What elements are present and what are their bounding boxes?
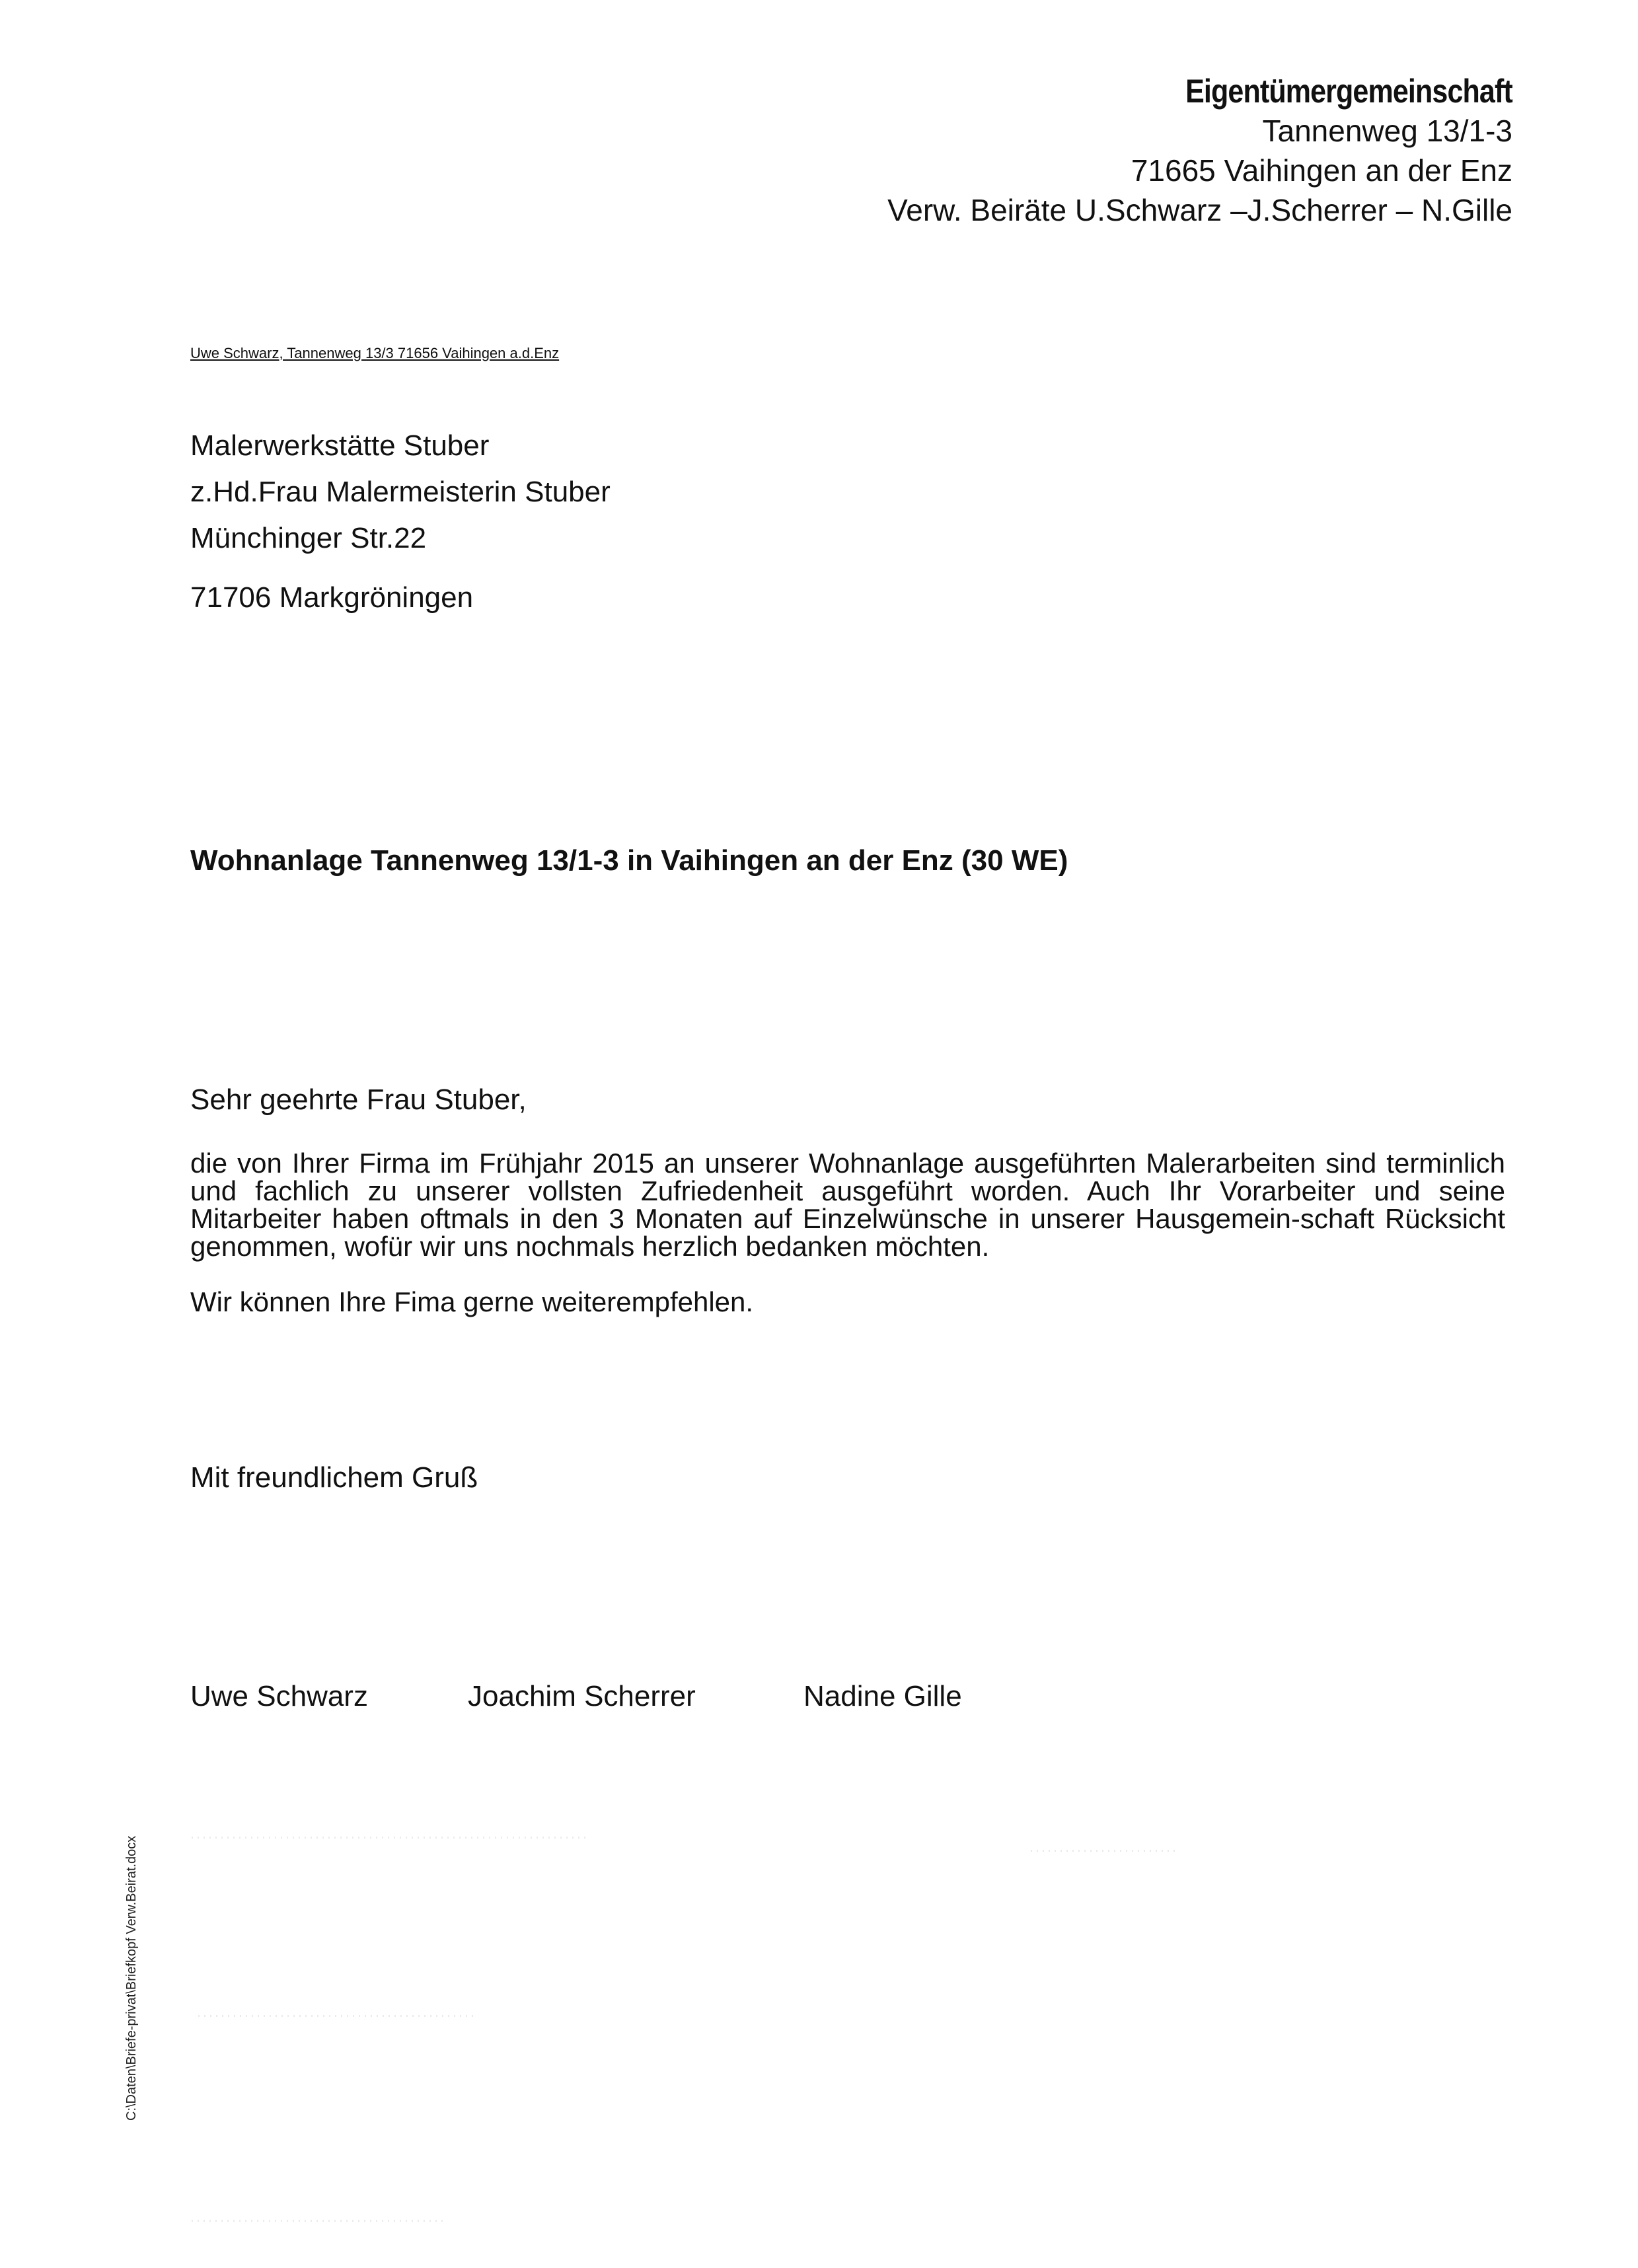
letterhead-organization: Eigentümergemeinschaft xyxy=(1185,73,1512,110)
scan-speckle xyxy=(192,1837,588,1839)
scan-speckle xyxy=(1031,1850,1176,1852)
letterhead-street: Tannenweg 13/1-3 xyxy=(1262,114,1512,148)
sender-line: Uwe Schwarz, Tannenweg 13/3 71656 Vaihingen a.d.Enz xyxy=(190,345,560,361)
salutation: Sehr geehrte Frau Stuber, xyxy=(190,1083,527,1116)
letter-body xyxy=(190,1150,1505,1316)
letterhead-board: Verw. Beiräte U.Schwarz –J.Scherrer – N.Gille xyxy=(887,193,1512,227)
recipient-city: 71706 Markgröningen xyxy=(190,581,474,614)
recipient-attention: z.Hd.Frau Malermeisterin Stuber xyxy=(190,476,611,508)
scan-speckle xyxy=(192,2220,443,2222)
file-path: C:\Daten\Briefe-privat\Briefkopf Verw.Beirat.docx xyxy=(124,1835,139,2121)
scan-speckle xyxy=(198,2015,476,2017)
letterhead-city: 71665 Vaihingen an der Enz xyxy=(1131,153,1512,188)
recipient-company: Malerwerkstätte Stuber xyxy=(190,429,490,462)
subject-line: Wohnanlage Tannenweg 13/1-3 in Vaihingen an der Enz (30 WE) xyxy=(190,844,1068,877)
signature-name: Uwe Schwarz xyxy=(190,1680,368,1712)
signature-name: Nadine Gille xyxy=(803,1680,962,1712)
body-paragraph-2: Wir können Ihre Fima gerne weiterempfehlen. xyxy=(190,1286,754,1317)
recipient-street: Münchinger Str.22 xyxy=(190,522,427,554)
letterhead xyxy=(887,71,1512,230)
body-paragraph-1: die von Ihrer Firma im Frühjahr 2015 an unserer Wohnanlage ausgeführten Malerarbeiten sind terminlich und fachlich zu unserer vollsten Zufriedenheit ausgeführt worden. Auch Ihr Vorarbeiter und seine Mitarbeiter haben oftmals in den 3 Monaten auf Einzelwünsche in unserer Hausgemein-schaft Rücksicht genommen, wofür wir uns nochmals herzlich bedanken möchten. xyxy=(190,1148,1505,1262)
recipient-address xyxy=(190,423,611,621)
closing: Mit freundlichem Gruß xyxy=(190,1461,478,1494)
signature-name: Joachim Scherrer xyxy=(468,1680,696,1712)
